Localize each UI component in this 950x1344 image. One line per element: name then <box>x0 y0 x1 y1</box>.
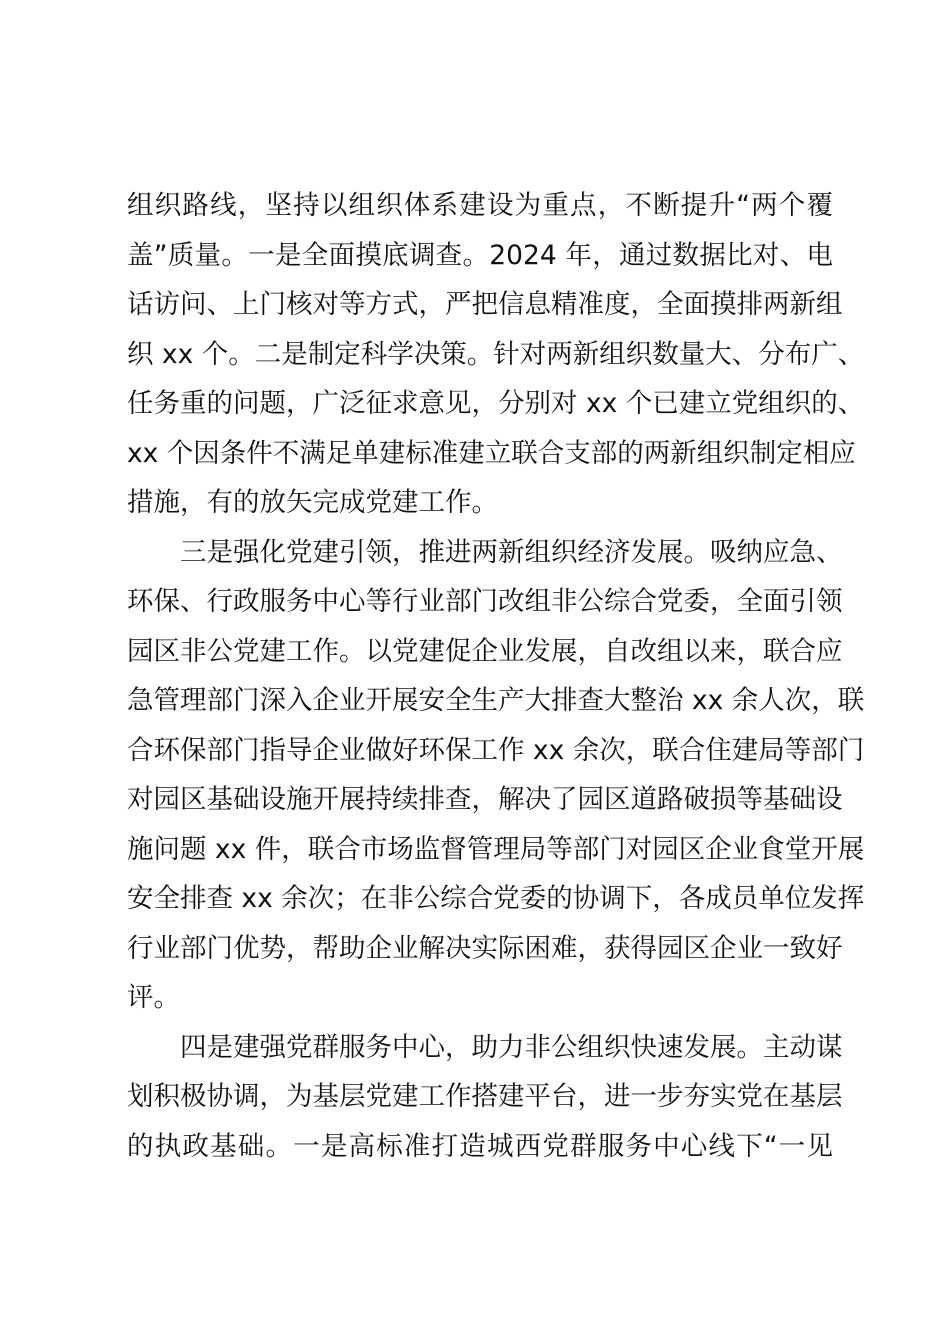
text-line: 急管理部门深入企业开展安全生产大排查大整治 xx 余人次，联 <box>127 685 865 716</box>
text-line: 对园区基础设施开展持续排查，解决了园区道路破损等基础设 <box>127 784 843 815</box>
text-line: 评。 <box>127 982 180 1013</box>
text-line: 任务重的问题，广泛征求意见，分别对 xx 个已建立党组织的、 <box>127 388 865 419</box>
text-line: 施问题 xx 件，联合市场监督管理局等部门对园区企业食堂开展 <box>127 833 865 865</box>
text-line: 盖”质量。一是全面摸底调查。2024 年，通过数据比对、电 <box>127 239 833 271</box>
text-line: 措施，有的放矢完成党建工作。 <box>127 487 498 518</box>
paragraph-3 <box>127 1023 843 1172</box>
text-line: 环保、行政服务中心等行业部门改组非公综合党委，全面引领 <box>127 586 843 617</box>
text-line: 行业部门优势，帮助企业解决实际困难，获得园区企业一致好 <box>127 932 843 964</box>
text-line: 的执政基础。一是高标准打造城西党群服务中心线下“一见 <box>127 1130 833 1162</box>
text-line: 组织路线，坚持以组织体系建设为重点，不断提升“两个覆 <box>127 190 833 221</box>
paragraph-2 <box>127 528 865 1023</box>
text-line: xx 个因条件不满足单建标准建立联合支部的两新组织制定相应 <box>127 437 856 469</box>
text-line: 三是强化党建引领，推进两新组织经济发展。吸纳应急、 <box>180 536 843 568</box>
text-line: 安全排查 xx 余次；在非公综合党委的协调下，各成员单位发挥 <box>127 883 865 914</box>
text-line: 四是建强党群服务中心，助力非公组织快速发展。主动谋 <box>180 1031 843 1063</box>
text-line: 园区非公党建工作。以党建促企业发展，自改组以来，联合应 <box>127 635 843 667</box>
document-body <box>127 181 865 1171</box>
paragraph-1 <box>127 181 865 528</box>
text-line: 织 xx 个。二是制定科学决策。针对两新组织数量大、分布广、 <box>127 338 865 370</box>
text-line: 合环保部门指导企业做好环保工作 xx 余次，联合住建局等部门 <box>127 734 865 766</box>
text-line: 划积极协调，为基层党建工作搭建平台，进一步夯实党在基层 <box>127 1081 843 1112</box>
text-line: 话访问、上门核对等方式，严把信息精准度，全面摸排两新组 <box>127 289 843 320</box>
